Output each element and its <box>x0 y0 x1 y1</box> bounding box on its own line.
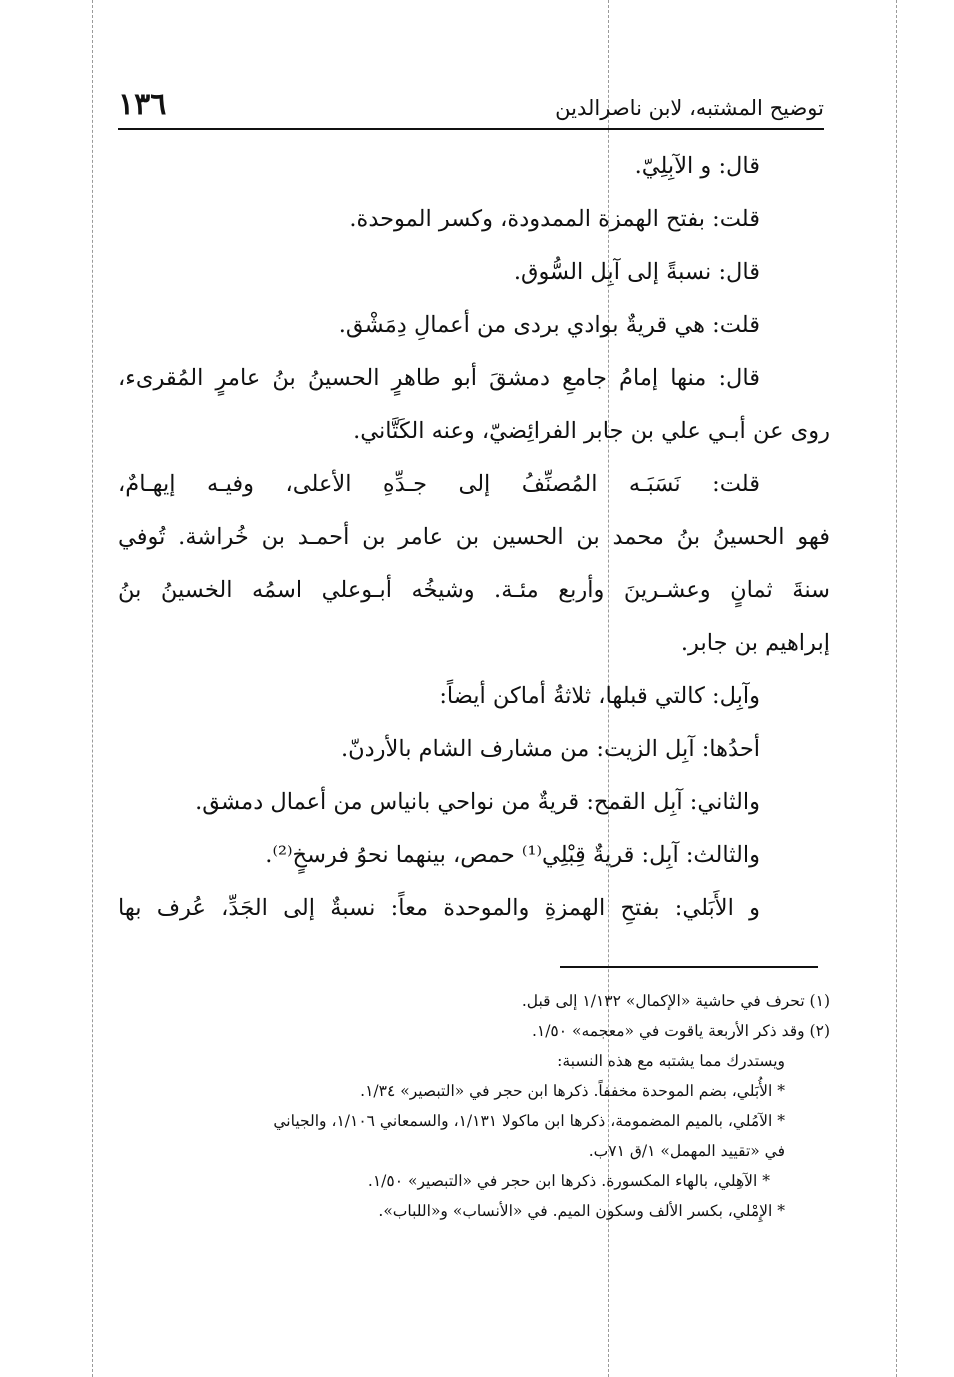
text-line: قلت: هي قريةٌ بوادي بردى من أعمالِ دِمَشْق. <box>338 312 760 338</box>
text-line: و الأَبَلي: بفتحِ الهمزةِ والموحدة معاً: نسبةٌ إلى الجَدِّ، عُرف بها <box>118 895 760 921</box>
text-line: قلت: نَسَبَـه المُصنِّفُ إلى جـدِّهِ الأعلى، وفيـه إيهـامٌ، <box>118 471 760 497</box>
footnote-line: (١) تحرف في حاشية «الإكمال» ١/١٣٢ إلى قبل. <box>521 992 830 1010</box>
footnote-line: في «تقييد المهمل» ١/ق ٧١ب. <box>588 1142 785 1160</box>
footnote-line: * الإِمْلي، بكسر الألف وسكون الميم. في «الأنساب» و«اللباب». <box>378 1202 785 1220</box>
footnote-line: (٢) وقد ذكر الأربعة ياقوت في «معجمه» ١/٥٠. <box>531 1022 830 1040</box>
text-line: قال: نسبةً إلى آبِل السُّوق. <box>513 259 760 285</box>
text-line: فهو الحسينُ بنُ محمد بن الحسين بن عامر بن أحمـد بن خُراشة. تُوفي <box>118 524 830 550</box>
page-number: ١٣٦ <box>118 87 167 122</box>
footnote-separator <box>560 966 818 968</box>
text-line: سنةَ ثمانٍ وعشـرينَ وأربع مئـة. وشيخُه أبـوعلي اسمُه الخسينُ بنُ <box>118 577 830 603</box>
footnotes <box>118 986 830 1226</box>
text-line: والثالث: آبِل: قريةٌ قِبْلِي⁽¹⁾ حمص، بينهما نحوُ فرسخٍ⁽²⁾. <box>265 842 760 868</box>
footnote-line: * الآهِلي، بالهاء المكسورة. ذكرها ابن حجر في «التبصير» ١/٥٠. <box>367 1172 770 1190</box>
scan-guide-left <box>92 0 93 1377</box>
text-line: والثاني: آبِل القمح: قريةٌ من نواحي بانياس من أعمال دمشق. <box>195 789 760 815</box>
text-line: أحدُها: آبِل الزيت: من مشارف الشام بالأردنّ. <box>340 736 760 762</box>
text-line: قال: و الآبِلِيّ. <box>634 153 760 179</box>
text-line: قال: منها إمامُ جامعِ دمشقَ أبو طاهرٍ الحسينُ بنُ عامرٍ المُقرىء، <box>118 365 760 391</box>
scan-guide-right <box>896 0 897 1377</box>
footnote-line: ويستدرك مما يشتبه مع هذه النسبة: <box>557 1052 785 1070</box>
footnote-line: * الأُبَلي، بضم الموحدة مخففاً. ذكرها ابن حجر في «التبصير» ١/٣٤. <box>360 1082 785 1100</box>
text-line: روى عن أبـي علي بن جابر الفرائِضيّ، وعنه الكَتَّاني. <box>353 418 830 444</box>
footnote-line: * الآمُلي، بالميم المضمومة، ذكرها ابن ماكولا ١/١٣١، والسمعاني ١/١٠٦، والجياني <box>273 1112 785 1130</box>
running-title: توضيح المشتبه، لابن ناصرالدين <box>555 96 824 120</box>
page-header <box>118 82 824 130</box>
main-text <box>118 140 830 935</box>
text-line: إبراهيم بن جابر. <box>680 630 830 656</box>
text-line: قلت: بفتح الهمزة الممدودة، وكسر الموحدة. <box>349 206 760 232</box>
text-line: وآبِل: كالتي قبلها، ثلاثةُ أماكن أيضاً: <box>439 683 760 709</box>
